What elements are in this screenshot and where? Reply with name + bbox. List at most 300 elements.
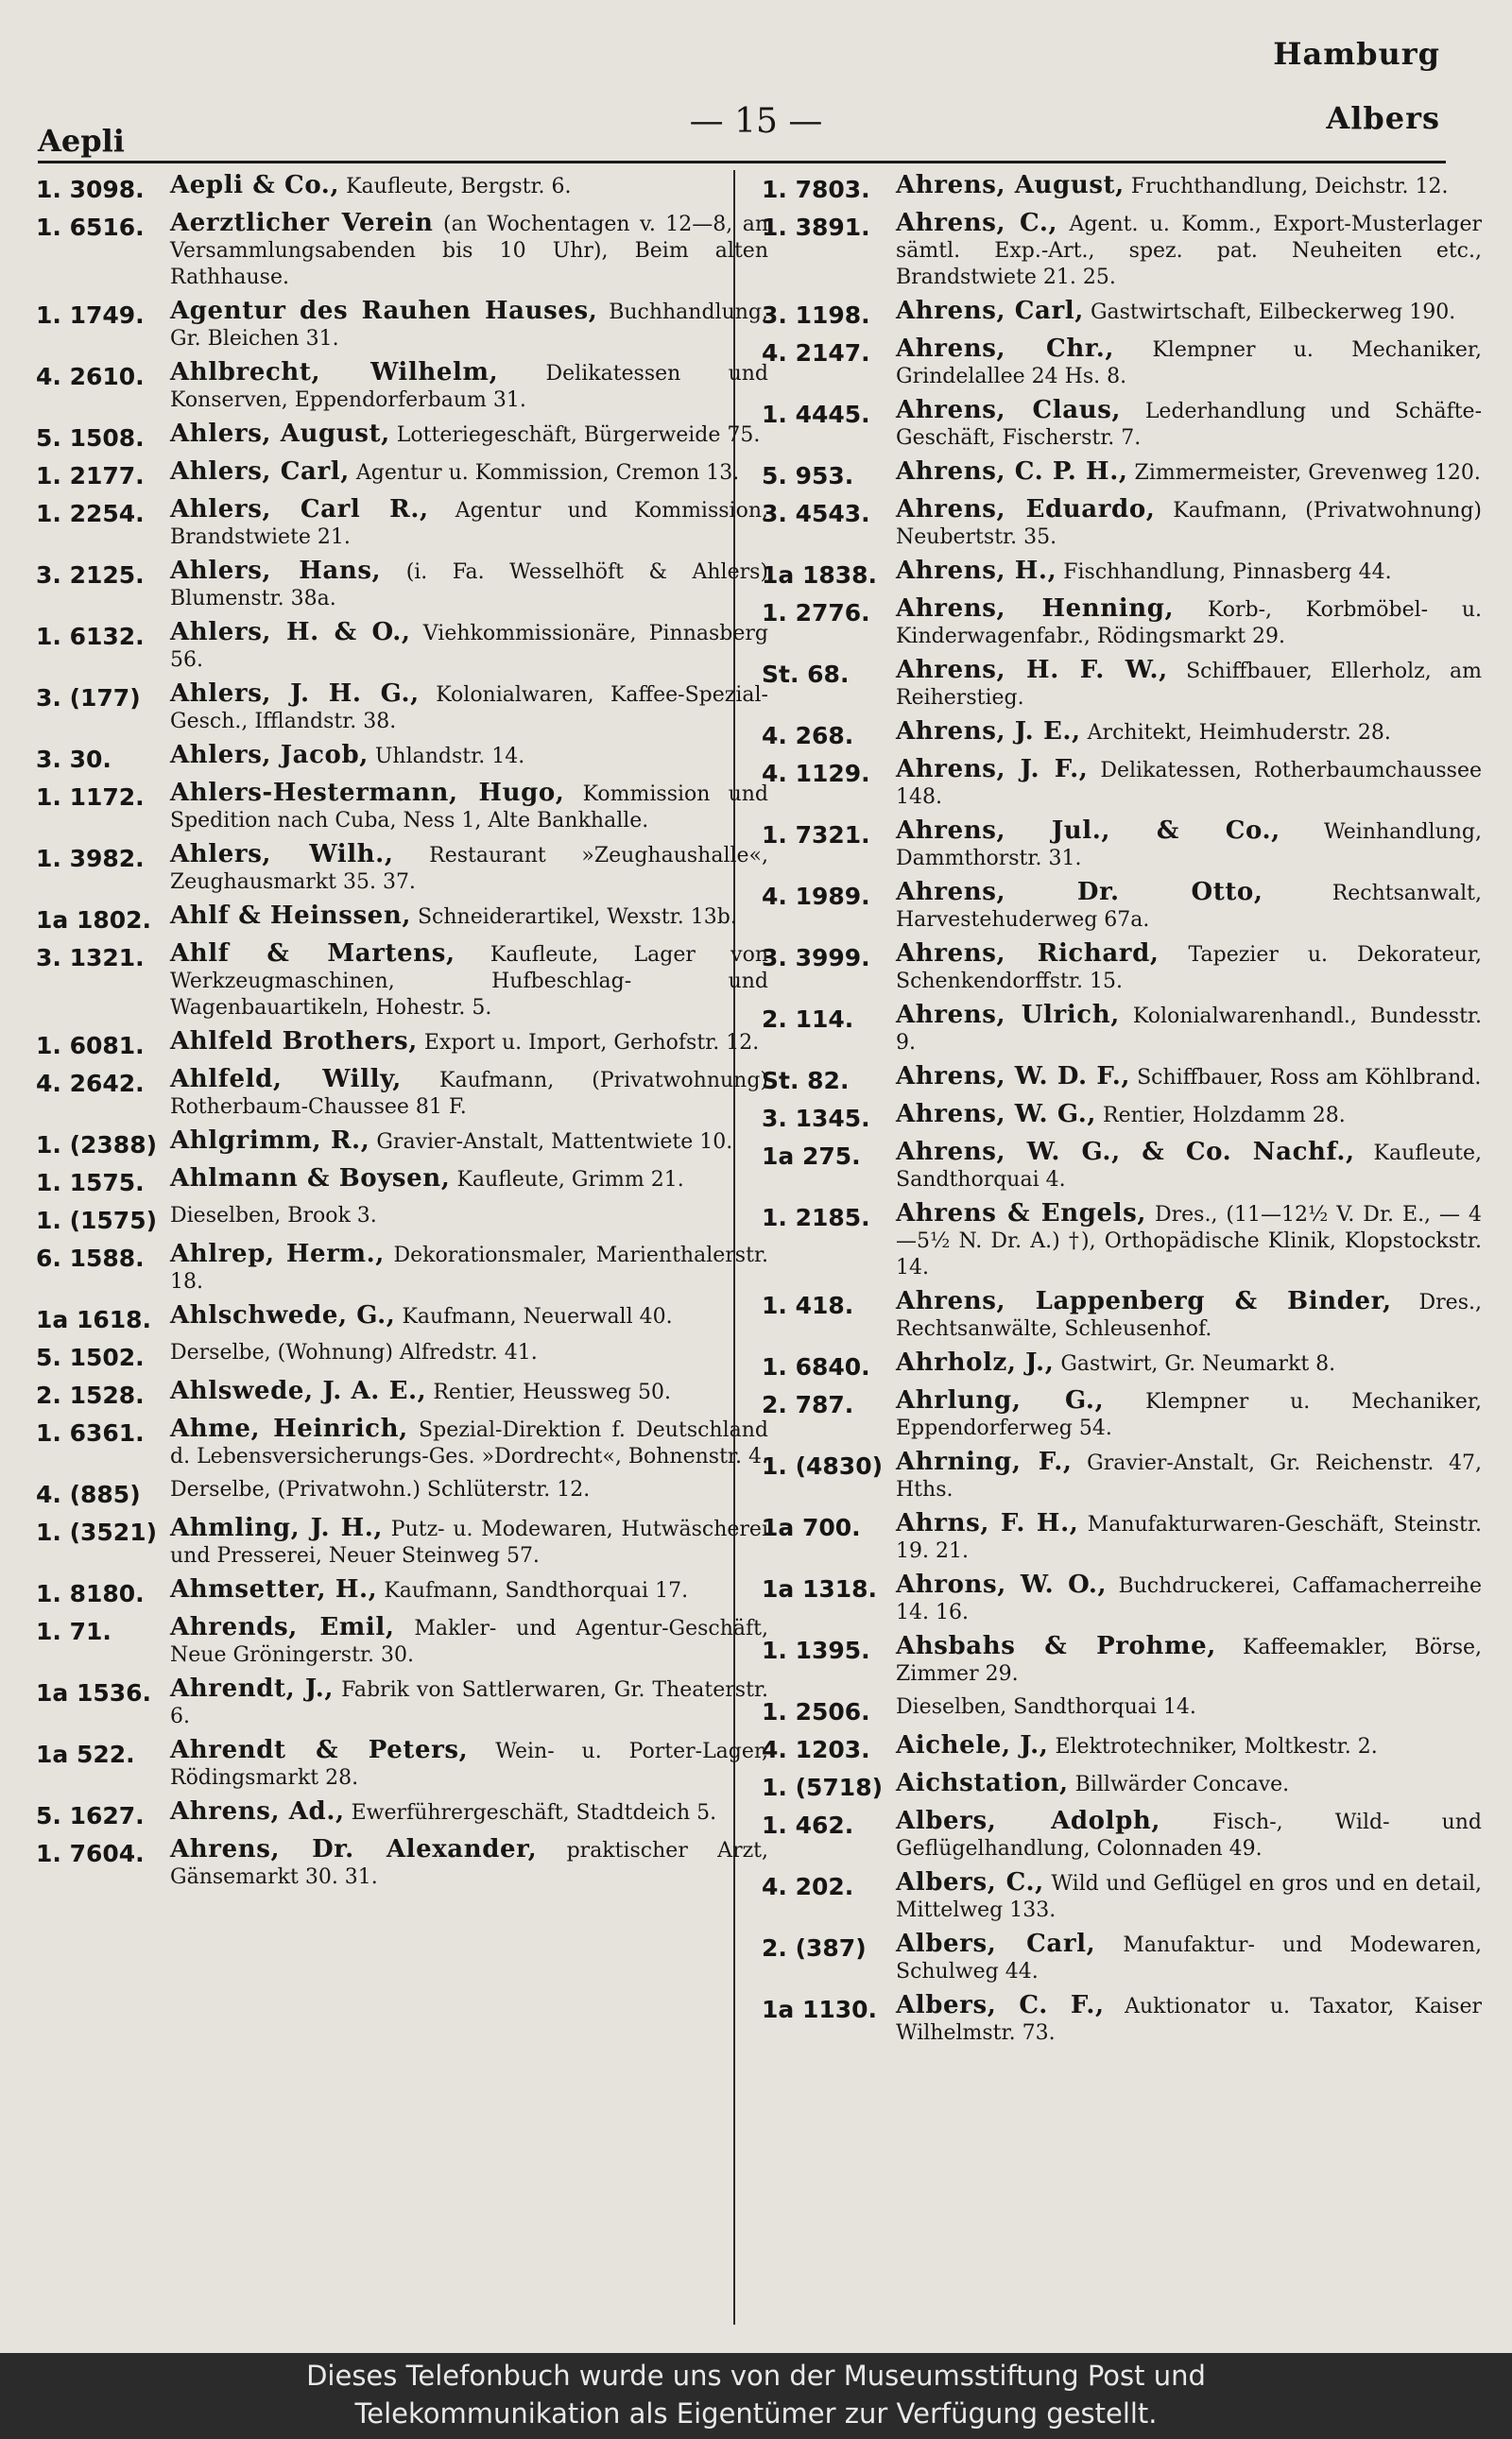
entry-text xyxy=(896,1732,1482,1763)
entry-description: Fisch-, Wild- und Geflügelhandlung, Colonnaden 49. xyxy=(896,1811,1483,1861)
directory-entry xyxy=(36,421,768,452)
phone-number: 1. 1575. xyxy=(36,1169,145,1196)
directory-entry xyxy=(762,1808,1482,1863)
entry-description: Kaufmann, (Privatwohnung) Neubertstr. 35. xyxy=(896,499,1482,549)
subscriber-name: Ahrens, C. P. H., xyxy=(896,457,1128,486)
phone-number: 1. 8180. xyxy=(36,1580,145,1607)
subscriber-name: Ahlers-Hestermann, Hugo, xyxy=(170,779,565,807)
footer-line-2: Telekommunikation als Eigentümer zur Verfügung gestellt. xyxy=(354,2397,1158,2430)
phone-number: 1. 4445. xyxy=(762,401,870,428)
entry-text xyxy=(170,1066,768,1121)
entry-description: Gravier-Anstalt, Gr. Reichenstr. 47, Hths. xyxy=(896,1451,1482,1502)
directory-entry xyxy=(36,619,768,674)
directory-entry xyxy=(36,210,768,291)
entry-text xyxy=(896,335,1482,390)
phone-number: 2. 1528. xyxy=(36,1382,145,1409)
phone-number: 4. (885) xyxy=(36,1481,141,1508)
entry-description: Agent. u. Komm., Export-Musterlager sämtl. Exp.-Art., spez. pat. Neuheiten etc., Brandstwiete 21. 25. xyxy=(896,213,1483,289)
entry-text xyxy=(896,1200,1482,1281)
phone-number: 1a 522. xyxy=(36,1741,135,1768)
footer-line-1: Dieses Telefonbuch wurde uns von der Museumsstiftung Post und xyxy=(306,2360,1206,2392)
entry-text xyxy=(170,1165,768,1196)
directory-entry xyxy=(762,1101,1482,1132)
entry-text xyxy=(170,1614,768,1669)
directory-entry xyxy=(762,1869,1482,1924)
entry-text xyxy=(896,595,1482,650)
entry-description: Kolonialwaren, Kaffee-Spezial-Gesch., Ifflandstr. 38. xyxy=(170,683,768,733)
entry-description: Delikatessen und Konserven, Eppendorferbaum 31. xyxy=(170,362,768,412)
phone-number: 4. 268. xyxy=(762,722,854,749)
subscriber-name: Ahlers, Hans, xyxy=(170,557,382,585)
directory-entry xyxy=(762,1633,1482,1688)
entry-description: Weinhandlung, Dammthorstr. 31. xyxy=(896,820,1482,870)
subscriber-name: Ahlers, Carl R., xyxy=(170,495,429,524)
phone-number: 1. 6132. xyxy=(36,623,145,650)
entry-text xyxy=(896,1002,1482,1056)
subscriber-name: Ahrens, Dr. Otto, xyxy=(896,878,1263,906)
entry-text xyxy=(170,1477,768,1508)
subscriber-name: Aepli & Co., xyxy=(170,171,340,199)
directory-entry xyxy=(36,1340,768,1371)
subscriber-name: Ahrens, Ad., xyxy=(170,1797,345,1826)
subscriber-name: Ahmsetter, H., xyxy=(170,1575,378,1604)
phone-number: 5. 953. xyxy=(762,462,854,490)
subscriber-name: Albers, C., xyxy=(896,1868,1044,1897)
entry-text xyxy=(170,1302,768,1333)
phone-number: 1. 7604. xyxy=(36,1840,145,1867)
entry-text xyxy=(170,780,768,834)
subscriber-name: Ahrens, Jul., & Co., xyxy=(896,816,1280,845)
entry-text xyxy=(896,1808,1482,1863)
phone-number: 6. 1588. xyxy=(36,1245,145,1272)
header-right-keyword: Albers xyxy=(1326,100,1440,136)
phone-number: 1. 6516. xyxy=(36,214,145,241)
entry-text xyxy=(896,558,1482,589)
entry-description: Rentier, Holzdamm 28. xyxy=(1103,1104,1346,1127)
phone-number: 1. 6081. xyxy=(36,1032,145,1059)
entry-description: Wild und Geflügel en gros und en detail, Mittelweg 133. xyxy=(896,1872,1483,1922)
directory-entry xyxy=(762,657,1482,712)
entry-text xyxy=(170,1340,768,1371)
directory-entry xyxy=(36,1028,768,1059)
entry-text xyxy=(896,756,1482,811)
subscriber-name: Ahrens, Carl, xyxy=(896,297,1084,325)
directory-entry xyxy=(36,1416,768,1470)
entry-text xyxy=(896,496,1482,551)
subscriber-name: Aichele, J., xyxy=(896,1731,1049,1760)
entry-description: Fischhandlung, Pinnasberg 44. xyxy=(1063,560,1392,584)
entry-description: Fabrik von Sattlerwaren, Gr. Theaterstr. 6. xyxy=(170,1678,768,1728)
entry-description: Derselbe, (Privatwohn.) Schlüterstr. 12. xyxy=(170,1478,591,1502)
directory-entry xyxy=(762,940,1482,995)
entry-description: Kaufmann, Sandthorquai 17. xyxy=(384,1579,689,1603)
subscriber-name: Ahmling, J. H., xyxy=(170,1514,384,1542)
entry-description: Kommission und Spedition nach Cuba, Ness 1, Alte Bankhalle. xyxy=(170,782,768,833)
page-number: — 15 — xyxy=(689,102,823,141)
directory-entry xyxy=(762,1063,1482,1094)
entry-text xyxy=(170,1836,768,1891)
entry-description: Kaufleute, Bergstr. 6. xyxy=(346,175,572,198)
entry-text xyxy=(170,558,768,612)
entry-description: Architekt, Heimhuderstr. 28. xyxy=(1087,721,1391,745)
entry-description: Restaurant »Zeughaushalle«, Zeughausmarkt 35. 37. xyxy=(170,844,768,894)
phone-number: 1. 7803. xyxy=(762,176,870,203)
directory-entry xyxy=(762,298,1482,329)
entry-description: Dres., (11—12½ V. Dr. E., — 4—5½ N. Dr. A.) †), Orthopädische Klinik, Klopstockstr. 14. xyxy=(896,1203,1482,1280)
entry-text xyxy=(896,210,1482,291)
entry-description: Derselbe, (Wohnung) Alfredstr. 41. xyxy=(170,1341,538,1365)
phone-number: 3. 1198. xyxy=(762,301,870,329)
entry-description: Klempner u. Mechaniker, Eppendorferweg 54. xyxy=(896,1390,1482,1440)
entry-description: Dieselben, Sandthorquai 14. xyxy=(896,1695,1196,1719)
directory-entry xyxy=(762,172,1482,203)
phone-number: 2. (387) xyxy=(762,1934,867,1962)
subscriber-name: Ahrens, W. G., & Co. Nachf., xyxy=(896,1138,1355,1166)
subscriber-name: Ahrens, Lappenberg & Binder, xyxy=(896,1287,1392,1315)
phone-number: 1. 2776. xyxy=(762,599,870,627)
subscriber-name: Ahlfeld, Willy, xyxy=(170,1065,402,1093)
directory-entry xyxy=(762,1139,1482,1194)
entry-description: Manufaktur- und Modewaren, Schulweg 44. xyxy=(896,1933,1482,1984)
entry-description: Spezial-Direktion f. Deutschland d. Lebensversicherungs-Ges. »Dordrecht«, Bohnenstr. 4. xyxy=(170,1418,769,1469)
entry-description: Manufakturwaren-Geschäft, Steinstr. 19. 21. xyxy=(896,1513,1482,1563)
subscriber-name: Ahme, Heinrich, xyxy=(170,1415,408,1443)
entry-text xyxy=(896,718,1482,749)
entry-text xyxy=(896,1770,1482,1801)
subscriber-name: Ahrns, F. H., xyxy=(896,1509,1079,1537)
entry-description: Elektrotechniker, Moltkestr. 2. xyxy=(1055,1735,1378,1759)
entry-description: Delikatessen, Rotherbaumchaussee 148. xyxy=(896,759,1482,809)
entry-description: (i. Fa. Wesselhöft & Ahlers) Blumenstr. 38a. xyxy=(170,560,768,610)
entry-description: Kaufleute, Lager von Werkzeugmaschinen, Hufbeschlag- und Wagenbauartikeln, Hohestr. 5. xyxy=(170,943,768,1020)
directory-entry xyxy=(36,1798,768,1829)
directory-entry xyxy=(36,1302,768,1333)
entry-text xyxy=(896,1572,1482,1626)
entry-text xyxy=(896,1931,1482,1985)
entry-description: Gastwirtschaft, Eilbeckerweg 190. xyxy=(1090,301,1456,324)
phone-number: 1. 3891. xyxy=(762,214,870,241)
subscriber-name: Ahrens, W. G., xyxy=(896,1100,1096,1128)
directory-entry xyxy=(36,172,768,203)
entry-description: Rentier, Heussweg 50. xyxy=(433,1381,671,1404)
subscriber-name: Ahlers, H. & O., xyxy=(170,618,411,646)
subscriber-name: Ahlers, August, xyxy=(170,420,390,448)
entry-description: Agentur und Kommission, Brandstwiete 21. xyxy=(170,499,768,549)
directory-entry xyxy=(36,902,768,934)
entry-text xyxy=(896,172,1482,203)
directory-entry xyxy=(36,780,768,834)
subscriber-name: Ahrholz, J., xyxy=(896,1348,1055,1377)
entry-text xyxy=(170,210,768,291)
entry-description: Kaffeemakler, Börse, Zimmer 29. xyxy=(896,1636,1482,1686)
directory-entry xyxy=(36,1836,768,1891)
phone-number: 1. 418. xyxy=(762,1292,854,1319)
entry-description: Klempner u. Mechaniker, Grindelallee 24 Hs. 8. xyxy=(896,338,1482,388)
entry-text xyxy=(896,1349,1482,1381)
phone-number: 1a 1618. xyxy=(36,1306,152,1333)
subscriber-name: Ahrens & Engels, xyxy=(896,1199,1147,1228)
phone-number: 1. 3982. xyxy=(36,845,145,872)
directory-entry xyxy=(762,595,1482,650)
entry-text xyxy=(896,1992,1482,2047)
directory-entry xyxy=(762,397,1482,452)
entry-text xyxy=(170,742,768,773)
subscriber-name: Ahrens, W. D. F., xyxy=(896,1062,1131,1091)
subscriber-name: Ahlf & Heinssen, xyxy=(170,902,411,930)
subscriber-name: Ahrends, Emil, xyxy=(170,1613,395,1641)
entry-description: Ewerführergeschäft, Stadtdeich 5. xyxy=(351,1801,717,1825)
directory-entry xyxy=(36,496,768,551)
subscriber-name: Ahlbrecht, Wilhelm, xyxy=(170,358,499,386)
directory-entry xyxy=(762,1449,1482,1503)
directory-entry xyxy=(762,1732,1482,1763)
entry-description: Fruchthandlung, Deichstr. 12. xyxy=(1130,175,1449,198)
entry-text xyxy=(170,458,768,490)
entry-description: Korb-, Korbmöbel- u. Kinderwagenfabr., Rödingsmarkt 29. xyxy=(896,598,1482,648)
directory-entry xyxy=(36,1675,768,1730)
directory-entry xyxy=(762,1288,1482,1343)
phone-number: 1. 7321. xyxy=(762,821,870,849)
entry-description: Kaufmann, Neuerwall 40. xyxy=(402,1305,673,1329)
directory-entry xyxy=(36,1127,768,1159)
phone-number: 2. 114. xyxy=(762,1005,854,1033)
entry-description: Schiffbauer, Ross am Köhlbrand. xyxy=(1137,1066,1482,1090)
phone-number: 3. 4543. xyxy=(762,500,870,527)
phone-number: 5. 1502. xyxy=(36,1344,145,1371)
phone-number: 1. 1395. xyxy=(762,1637,870,1664)
phone-number: 4. 2610. xyxy=(36,363,145,390)
entry-text xyxy=(170,1515,768,1570)
subscriber-name: Ahlers, Wilh., xyxy=(170,840,394,868)
entry-text xyxy=(170,680,768,735)
directory-entry xyxy=(762,718,1482,749)
subscriber-name: Ahlschwede, G., xyxy=(170,1301,396,1330)
subscriber-name: Albers, Carl, xyxy=(896,1930,1096,1958)
subscriber-name: Ahrens, H., xyxy=(896,557,1057,585)
directory-entry xyxy=(762,335,1482,390)
entry-text xyxy=(170,1127,768,1159)
entry-description: Buchhandlung, Gr. Bleichen 31. xyxy=(170,301,769,351)
entry-text xyxy=(170,902,768,934)
entry-description: Rechtsanwalt, Harvestehuderweg 67a. xyxy=(896,882,1483,932)
entry-text xyxy=(170,1675,768,1730)
entry-text xyxy=(170,1576,768,1607)
directory-entry xyxy=(36,1066,768,1121)
phone-number: 3. 1321. xyxy=(36,944,145,971)
entry-description: Export u. Import, Gerhofstr. 12. xyxy=(423,1031,760,1055)
subscriber-name: Ahrens, Ulrich, xyxy=(896,1001,1120,1029)
directory-entry xyxy=(762,756,1482,811)
subscriber-name: Ahlmann & Boysen, xyxy=(170,1164,451,1193)
phone-number: 1. (3521) xyxy=(36,1519,158,1546)
phone-number: 4. 2642. xyxy=(36,1070,145,1097)
subscriber-name: Aerztlicher Verein xyxy=(170,209,434,237)
subscriber-name: Ahrendt, J., xyxy=(170,1675,335,1703)
entry-text xyxy=(170,619,768,674)
phone-number: 3. 3999. xyxy=(762,944,870,971)
subscriber-name: Albers, C. F., xyxy=(896,1991,1105,2019)
directory-entry xyxy=(762,1770,1482,1801)
subscriber-name: Ahrens, Chr., xyxy=(896,335,1115,363)
directory-entry xyxy=(36,458,768,490)
entry-description: Buchdruckerei, Caffamacherreihe 14. 16. xyxy=(896,1574,1482,1624)
phone-number: 1a 1838. xyxy=(762,561,878,589)
subscriber-name: Ahrens, C., xyxy=(896,209,1058,237)
phone-number: 3. (177) xyxy=(36,684,141,712)
subscriber-name: Ahrens, Claus, xyxy=(896,396,1122,424)
subscriber-name: Ahrens, Dr. Alexander, xyxy=(170,1835,538,1864)
entry-text xyxy=(170,1798,768,1829)
phone-number: 1a 1536. xyxy=(36,1679,152,1707)
phone-number: 1. 2185. xyxy=(762,1204,870,1231)
entry-text xyxy=(896,1139,1482,1194)
entry-description: Billwärder Concave. xyxy=(1074,1773,1290,1796)
entry-text xyxy=(170,496,768,551)
phone-number: St. 82. xyxy=(762,1067,850,1094)
header-left-keyword: Aepli xyxy=(38,123,125,159)
subscriber-name: Ahlers, Jacob, xyxy=(170,741,369,769)
page-header xyxy=(0,0,1512,161)
subscriber-name: Ahrens, J. F., xyxy=(896,755,1089,783)
phone-number: 1. 1749. xyxy=(36,301,145,329)
entry-text xyxy=(170,421,768,452)
phone-number: 4. 2147. xyxy=(762,339,870,367)
phone-number: 1. 462. xyxy=(762,1812,854,1839)
entry-text xyxy=(896,1063,1482,1094)
entry-description: Agentur u. Kommission, Cremon 13. xyxy=(355,461,740,485)
entry-text xyxy=(896,1510,1482,1565)
entry-description: Schneiderartikel, Wexstr. 13b. xyxy=(417,905,737,929)
phone-number: 1a 1130. xyxy=(762,1996,878,2023)
directory-entry xyxy=(762,496,1482,551)
subscriber-name: Ahrens, Henning, xyxy=(896,594,1175,623)
subscriber-name: Ahlers, Carl, xyxy=(170,457,350,486)
directory-entry xyxy=(762,1349,1482,1381)
entry-text xyxy=(170,1416,768,1470)
directory-entry xyxy=(36,1165,768,1196)
subscriber-name: Ahrens, August, xyxy=(896,171,1125,199)
entry-description: Lederhandlung und Schäfte-Geschäft, Fischerstr. 7. xyxy=(896,400,1483,450)
phone-number: St. 68. xyxy=(762,661,850,688)
phone-number: 1. 71. xyxy=(36,1618,112,1645)
subscriber-name: Ahlgrimm, R., xyxy=(170,1126,370,1155)
subscriber-name: Ahrendt & Peters, xyxy=(170,1736,469,1764)
entry-description: (an Wochentagen v. 12—8, an Versammlungsabenden bis 10 Uhr), Beim alten Rathhause. xyxy=(170,213,768,289)
directory-entry xyxy=(36,1614,768,1669)
directory-entry xyxy=(36,940,768,1022)
entry-description: Makler- und Agentur-Geschäft, Neue Gröningerstr. 30. xyxy=(170,1617,768,1667)
directory-entry xyxy=(36,1241,768,1296)
directory-entry xyxy=(762,1694,1482,1726)
directory-entry xyxy=(762,1510,1482,1565)
phone-number: 1. 6361. xyxy=(36,1419,145,1447)
entry-text xyxy=(896,940,1482,995)
phone-number: 1. (1575) xyxy=(36,1207,158,1234)
phone-number: 1. (4830) xyxy=(762,1452,884,1480)
entry-text xyxy=(896,1869,1482,1924)
phone-number: 1. 2254. xyxy=(36,500,145,527)
entry-text xyxy=(896,817,1482,872)
subscriber-name: Ahrens, Richard, xyxy=(896,939,1160,968)
entry-description: Kaufleute, Grimm 21. xyxy=(456,1168,684,1192)
phone-number: 1. 6840. xyxy=(762,1353,870,1381)
directory-entry xyxy=(36,1203,768,1234)
phone-number: 3. 2125. xyxy=(36,561,145,589)
entry-description: Gastwirt, Gr. Neumarkt 8. xyxy=(1060,1352,1336,1376)
entry-text xyxy=(170,1378,768,1409)
entry-text xyxy=(170,841,768,896)
phone-number: 5. 1627. xyxy=(36,1802,145,1829)
phone-number: 3. 30. xyxy=(36,746,112,773)
entry-text xyxy=(896,1288,1482,1343)
directory-entry xyxy=(36,1737,768,1792)
entry-text xyxy=(170,1241,768,1296)
directory-entry xyxy=(762,1200,1482,1281)
subscriber-name: Ahrning, F., xyxy=(896,1448,1073,1476)
subscriber-name: Ahrlung, G., xyxy=(896,1386,1105,1415)
phone-number: 2. 787. xyxy=(762,1391,854,1418)
phone-number: 4. 1203. xyxy=(762,1736,870,1763)
phone-number: 1a 1318. xyxy=(762,1575,878,1603)
entry-text xyxy=(170,172,768,203)
phone-number: 1. 2506. xyxy=(762,1698,870,1726)
entry-description: Putz- u. Modewaren, Hutwäscherei und Presserei, Neuer Steinweg 57. xyxy=(170,1518,768,1568)
phone-number: 4. 1989. xyxy=(762,883,870,910)
entry-description: Zimmermeister, Grevenweg 120. xyxy=(1134,461,1481,485)
directory-entry xyxy=(36,558,768,612)
phone-number: 1a 275. xyxy=(762,1142,861,1170)
directory-entry xyxy=(36,742,768,773)
directory-entry xyxy=(762,1387,1482,1442)
directory-entry xyxy=(762,210,1482,291)
entry-description: Lotteriegeschäft, Bürgerweide 75. xyxy=(396,423,761,447)
subscriber-name: Ahrens, H. F. W., xyxy=(896,656,1168,684)
subscriber-name: Ahrons, W. O., xyxy=(896,1571,1108,1599)
entry-text xyxy=(170,298,768,352)
entry-text xyxy=(170,1028,768,1059)
phone-number: 4. 202. xyxy=(762,1873,854,1900)
subscriber-name: Ahlrep, Herm., xyxy=(170,1240,385,1268)
entry-description: Wein- u. Porter-Lager, Rödingsmarkt 28. xyxy=(170,1740,768,1790)
subscriber-name: Ahlfeld Brothers, xyxy=(170,1027,418,1056)
subscriber-name: Ahlers, J. H. G., xyxy=(170,679,420,708)
entry-description: Gravier-Anstalt, Mattentwiete 10. xyxy=(376,1130,733,1154)
entry-text xyxy=(896,1633,1482,1688)
entry-text xyxy=(170,359,768,414)
header-rule xyxy=(38,161,1446,163)
entry-text xyxy=(896,1694,1482,1726)
entry-text xyxy=(896,1449,1482,1503)
subscriber-name: Ahlswede, J. A. E., xyxy=(170,1377,427,1405)
directory-entry xyxy=(36,1477,768,1508)
phone-number: 1. 3098. xyxy=(36,176,145,203)
entry-description: Tapezier u. Dekorateur, Schenkendorffstr. 15. xyxy=(896,943,1482,993)
entry-text xyxy=(896,657,1482,712)
subscriber-name: Agentur des Rauhen Hauses, xyxy=(170,297,598,325)
phone-number: 1. 1172. xyxy=(36,783,145,811)
phone-number: 1. (2388) xyxy=(36,1131,158,1159)
subscriber-name: Aichstation, xyxy=(896,1769,1069,1797)
entry-text xyxy=(896,298,1482,329)
phone-number: 1. (5718) xyxy=(762,1774,884,1801)
entry-description: Kaufleute, Sandthorquai 4. xyxy=(896,1142,1482,1192)
directory-entry xyxy=(36,298,768,352)
entry-text xyxy=(896,1387,1482,1442)
directory-entry xyxy=(762,1931,1482,1985)
phone-number: 5. 1508. xyxy=(36,424,145,452)
entry-description: Uhlandstr. 14. xyxy=(374,745,525,768)
directory-entry xyxy=(762,558,1482,589)
